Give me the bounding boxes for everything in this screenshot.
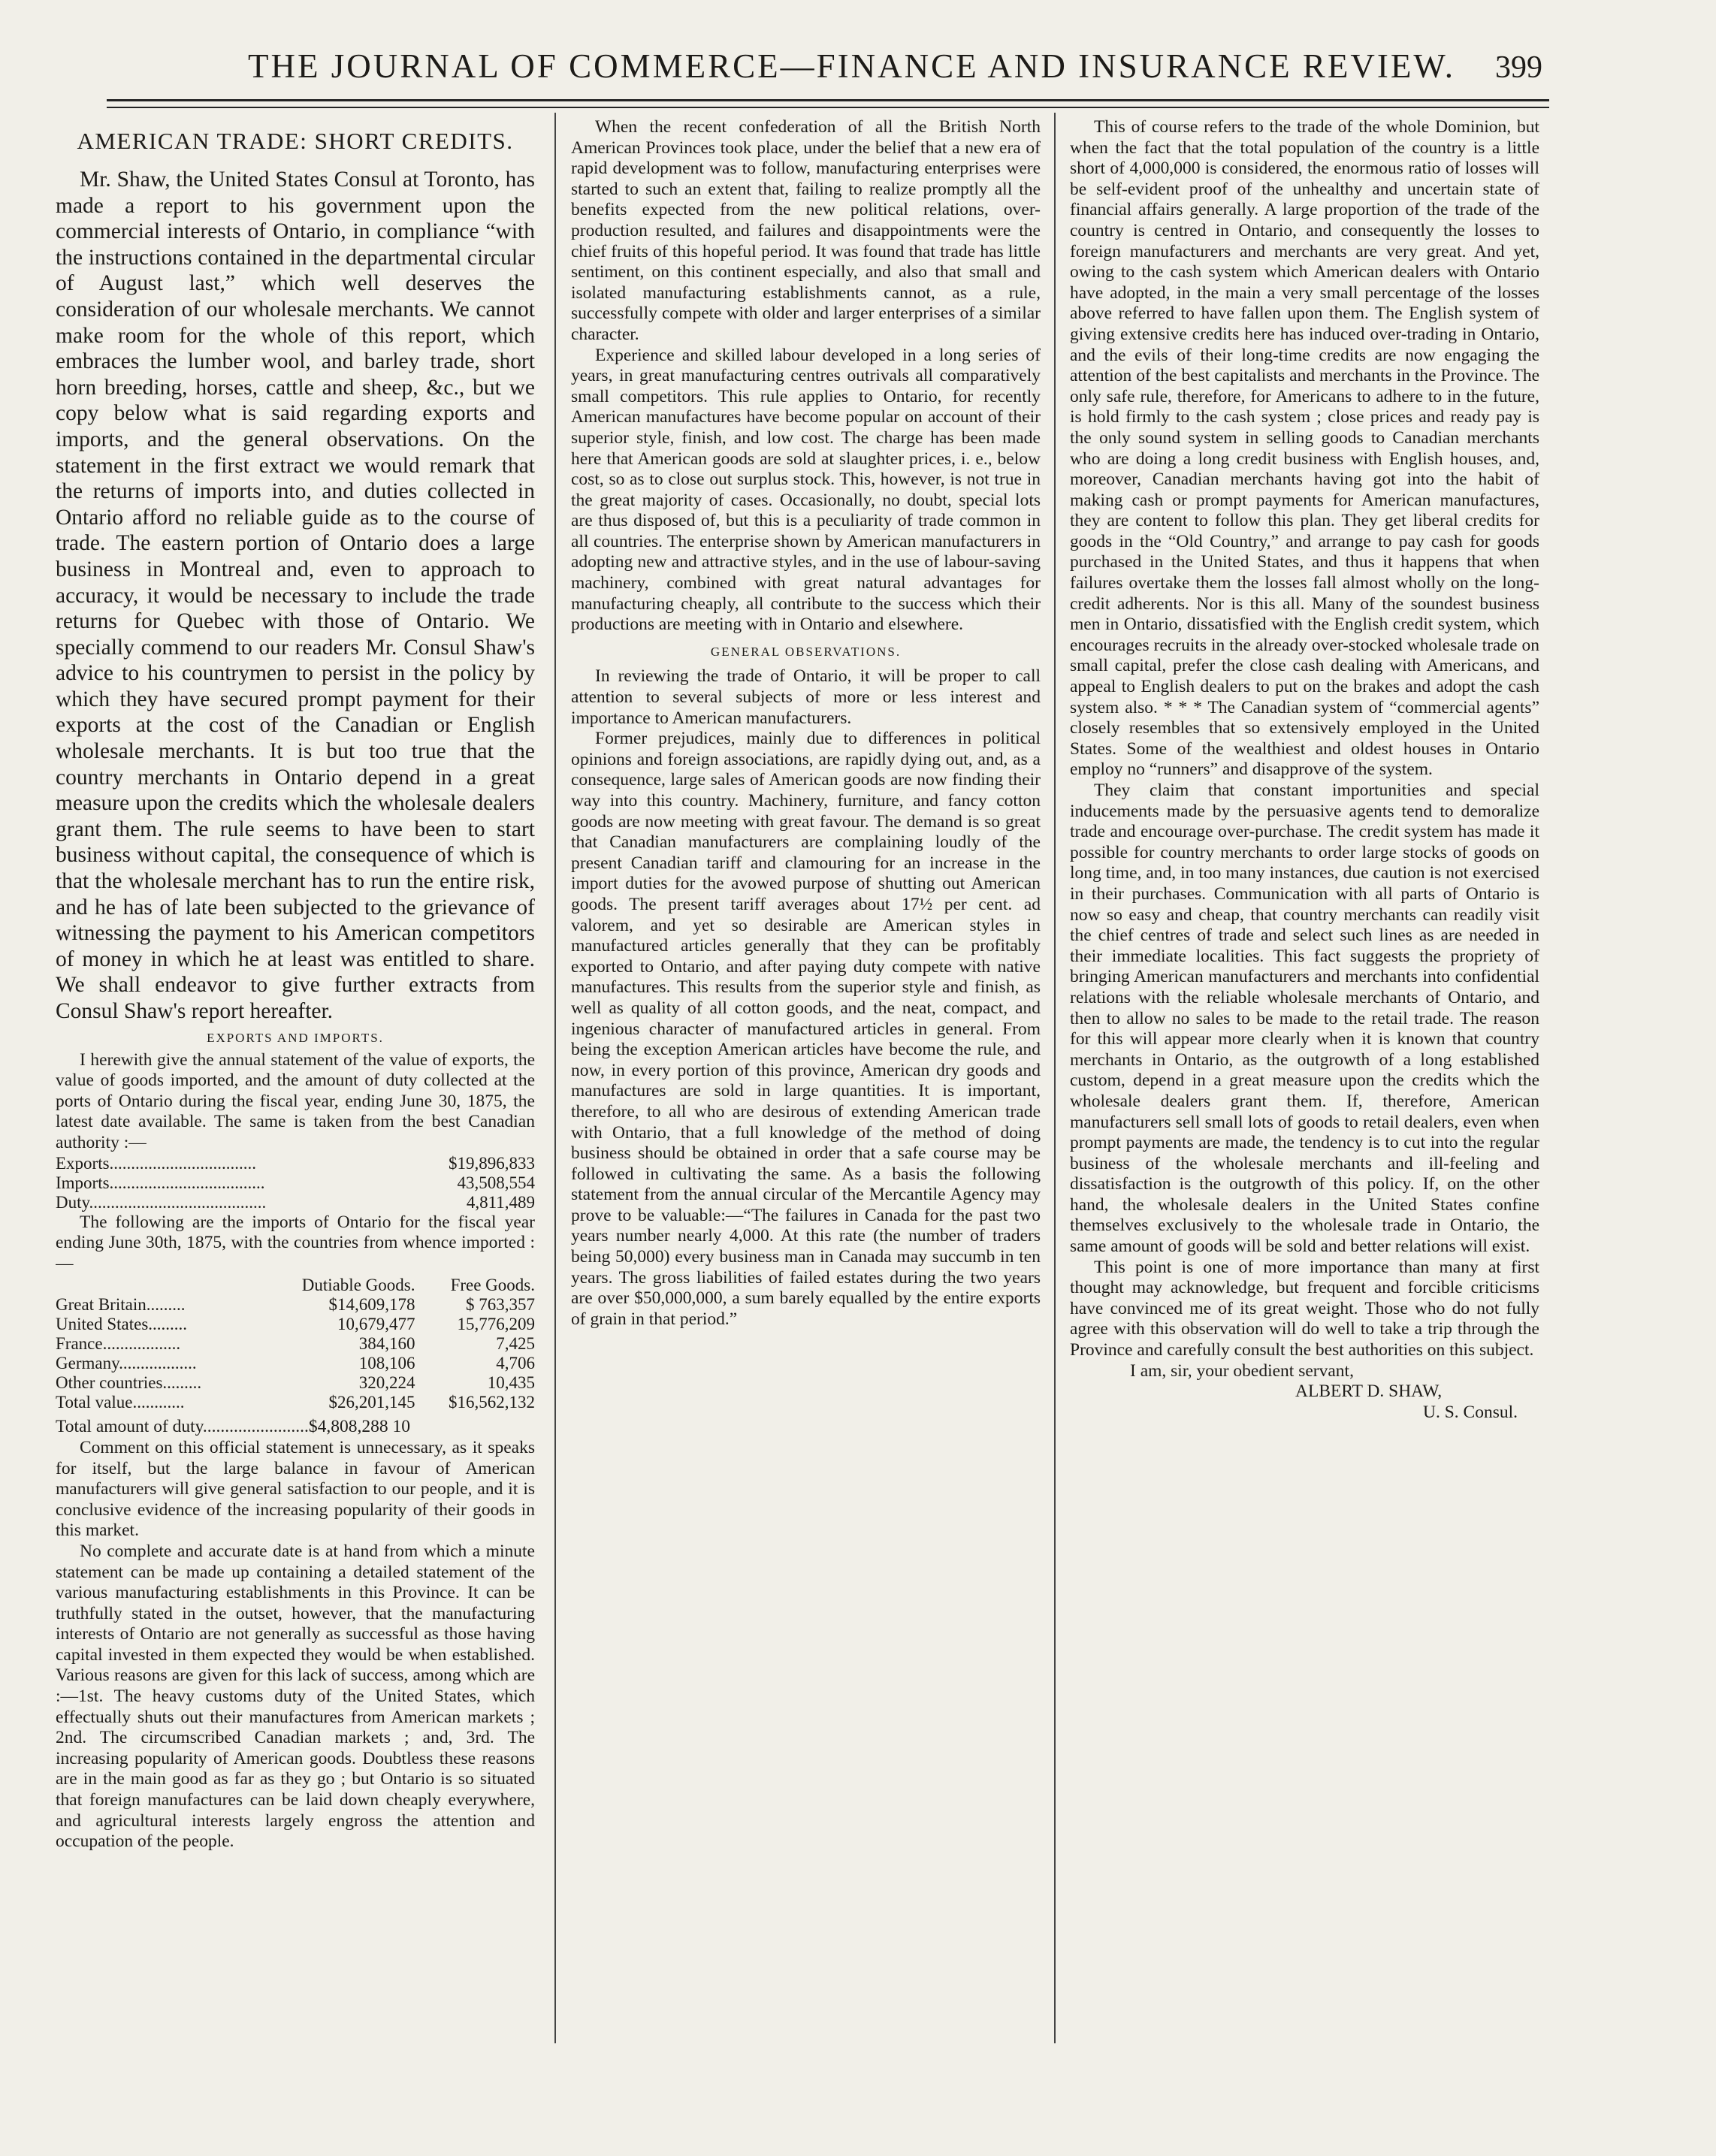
signature-name: ALBERT D. SHAW,: [1295, 1381, 1443, 1402]
imports-intro: The following are the imports of Ontario for the fiscal year ending June 30th, 1875, with the countries from whence imported :—: [56, 1212, 535, 1273]
article-title: AMERICAN TRADE: SHORT CREDITS.: [77, 128, 514, 154]
page-number: 399: [1495, 50, 1542, 85]
no-complete-paragraph: No complete and accurate date is at hand from which a minute statement can be made up containing a detailed statement of the various manufacturing establishments in this Province. It can be truthfully stated in the outset, however, that the manufacturing interests of Ontario are not generally as successful as those having capital invested in them expected they would be when established. Various reasons are given for this lack of success, among which are :—1st. The heavy customs duty of the United States, which effectually shuts out their manufactures from American markets ; 2nd. The circumscribed Canadian markets ; and, 3rd. The increasing popularity of American goods. Doubtless these reasons are in the main good as far as they go ; but Ontario is so situated that foreign manufactures can be laid down cheaply everywhere, and agricultural interests largely engross the attention and occupation of the people.: [56, 1541, 535, 1852]
intro-paragraph: Mr. Shaw, the United States Consul at Toronto, has made a report to his government upon the commercial interests of Ontario, in compliance “with the instructions contained in the departmental circular of August last,” which well deserves the consideration of our wholesale merchants. We cannot make room for the whole of this report, which embraces the lumber wool, and barley trade, short horn breeding, horses, cattle and sheep, &c., but we copy below what is said regarding exports and imports, and the general observations. On the statement in the first extract we would remark that the returns of imports into, and duties collected in Ontario afford no reliable guide as to the course of trade. The eastern portion of Ontario does a large business in Montreal and, even to approach to accuracy, it would be necessary to include the trade returns for Quebec with those of Ontario. We specially commend to our readers Mr. Consul Shaw's advice to his countrymen to persist in the policy by which they have secured prompt payment for their exports at the cost of the Canadian or English wholesale merchants. It is but too true that the country merchants in Ontario depend in a great measure upon the credits which the wholesale dealers grant them. The rule seems to have been to start business without capital, the consequence of which is that the wholesale merchant has to run the entire risk, and he has of late been subjected to the grievance of witnessing the payment to his American competitors of money in which he at least was entitled to share. We shall endeavor to give further extracts from Consul Shaw's report hereafter.: [56, 168, 535, 1023]
they-claim-paragraph: They claim that constant importunities and special inducements made by the persuasive agents tend to demoralize trade and encourage over-purchase. The credit system has made it possible for country merchants to order large stocks of goods on long time, and, in too many instances, due caution is not exercised in their purchases. Communication with all parts of Ontario is now so easy and cheap, that country merchants can readily visit the chief centres of trade and select such lines as are needed in their immediate localities. This fact suggests the propriety of bringing American manufacturers and merchants into confidential relations with the reliable wholesale merchants of Ontario, and then to allow no sales to be made to the retail trade. The reason for this will appear more clearly when it is known that country merchants in Ontario, as the outgrowth of a long established custom, depend in a great measure upon the credits which the wholesale dealers grant them. If, therefore, American manufacturers sell small lots of goods to retail dealers, even when prompt payments are made, the tendency is to cut into the regular business of the wholesale merchants and ill-feeling and dissatisfaction is the outgrowth of this policy. If, on the other hand, the wholesale dealers in the United States confine themselves exclusively to the wholesale trade in Ontario, the same amount of goods will be sold and better relations will exist.: [1070, 781, 1539, 1257]
column-3: [1070, 117, 1539, 2063]
running-head: THE JOURNAL OF COMMERCE—FINANCE AND INSURANCE REVIEW.: [248, 47, 1455, 85]
table-row: United States......... 10,679,477 15,776,209: [56, 1315, 535, 1334]
table-total-row: Total value............ $26,201,145 $16,562,132: [56, 1393, 535, 1412]
column-divider: [1054, 113, 1056, 2043]
experience-paragraph: Experience and skilled labour developed in a long series of years, in great manufacturing centres outrivals all comparatively small competitors. This rule applies to Ontario, for recently American manufactures have become popular on account of their superior style, finish, and low cost. The charge has been made here that American goods are sold at slaughter prices, i. e., below cost, so as to close out surplus stock. This, however, is not true in the great majority of cases. Occasionally, no doubt, special lots are thus disposed of, but this is a peculiarity of trade common in all countries. The enterprise shown by American manufacturers in adopting new and attractive styles, and in the use of labour-saving machinery, combined with great natural advantages for manufacturing cheaply, all contribute to the success which their productions are meeting with in Ontario and elsewhere.: [571, 345, 1041, 635]
header-rule: [107, 99, 1549, 101]
exports-heading: EXPORTS AND IMPORTS.: [207, 1030, 384, 1045]
comment-paragraph: Comment on this official statement is unnecessary, as it speaks for itself, but the large balance in favour of American manufacturers will give general satisfaction to our people, and it is conclusive evidence of the increasing popularity of their goods in this market.: [56, 1437, 535, 1541]
summary-row: Imports.................................... 43,508,554: [56, 1173, 535, 1192]
table-row: France.................. 384,160 7,425: [56, 1334, 535, 1354]
column-divider: [554, 113, 556, 2043]
summary-row: Exports.................................. $19,896,833: [56, 1153, 535, 1173]
total-duty: Total amount of duty........................$4,808,288 10: [56, 1417, 411, 1437]
general-observations-heading: GENERAL OBSERVATIONS.: [710, 644, 902, 659]
column-2: [571, 117, 1041, 2063]
header-rule-thin: [107, 107, 1549, 108]
this-point-paragraph: This point is one of more importance than many at first thought may acknowledge, but frequent and forcible criticisms have convinced me of its great weight. Those who do not fully agree with this observation will do well to take a trip through the Province and carefully consult the best authorities on this subject.: [1070, 1257, 1539, 1360]
former-prejudices-paragraph: Former prejudices, mainly due to differences in political opinions and foreign associations, are rapidly dying out, and, as a consequence, large sales of American goods are now finding their way into this country. Machinery, furniture, and fancy cotton goods are now meeting with great favour. The demand is so great that Canadian manufacturers are complaining loudly of the present Canadian tariff and clamouring for an increase in the import duties for the avowed purpose of shutting out American goods. The present tariff averages about 17½ per cent. ad valorem, and yet so desirable are American styles in manufactured articles generally that they can be profitably exported to Ontario, and after paying duty compete with native manufactures. This results from the superior style and finish, as well as quality of all cotton goods, and the neat, compact, and ingenious character of manufactured articles in general. From being the exception American articles have become the rule, and now, in every portion of this province, American dry goods and manufactures are sold in large quantities. It is important, therefore, to all who are desirous of extending American trade with Ontario, that a full knowledge of the method of doing business should be obtained in order that a safe course may be followed in cultivating the same. As a basis the following statement from the annual circular of the Mercantile Agency may prove to be valuable:—“The failures in Canada for the past two years number nearly 4,000. At this rate (the number of traders being 50,000) every business man in Canada may succumb in ten years. The gross liabilities of failed estates during the two years are over $50,000,000, a sum barely equalled by the entire exports of grain in that period.”: [571, 729, 1041, 1329]
table-row: Germany.................. 108,106 4,706: [56, 1354, 535, 1373]
table-row: Other countries......... 320,224 10,435: [56, 1373, 535, 1393]
column-1: [56, 117, 535, 2063]
exports-intro: I herewith give the annual statement of the value of exports, the value of goods imported, and the amount of duty collected at the ports of Ontario during the fiscal year, ending June 30, 1875, the latest date available. The same is taken from the best Canadian authority :—: [56, 1049, 535, 1152]
signature-block: [1070, 1361, 1539, 1424]
table-row: Great Britain......... $14,609,178 $ 763,357: [56, 1295, 535, 1315]
reviewing-paragraph: In reviewing the trade of Ontario, it will be proper to call attention to several subjects of more or less interest and importance to American manufacturers.: [571, 666, 1041, 728]
signature-greeting: I am, sir, your obedient servant,: [1130, 1360, 1354, 1381]
this-of-course-paragraph: This of course refers to the trade of the whole Dominion, but when the fact that the total population of the country is a little short of 4,000,000 is considered, the enormous ratio of losses will be self-evident proof of the unhealthy and uncertain state of financial affairs generally. A large proportion of the trade of the country is centred in Ontario, and consequently the losses to foreign manufacturers and merchants are very great. And yet, owing to the cash system which American dealers with Ontario have adopted, in the main a very small percentage of the losses above referred to have fallen upon them. The English system of giving extensive credits here has induced over-trading in Ontario, and the evils of their long-time credits are now engaging the attention of the best capitalists and merchants in the Province. The only safe rule, therefore, for Americans to adhere to in the future, is hold firmly to the cash system ; close prices and ready pay is the only sound system in selling goods to Canadian merchants who are doing a long credit business with English houses, and, moreover, Canadian merchants having got into the habit of making cash or prompt payments for American manufactures, they are content to follow this plan. They get liberal credits for goods in the “Old Country,” and arrange to pay cash for goods purchased in the United States, and thus it happens that when failures overtake them the losses fall almost wholly on the long-credit adherents. Nor is this all. Many of the soundest business men in Ontario, dissatisfied with the English credit system, which encourages recruits in the already over-stocked wholesale trade on small capital, prefer the close cash dealing with Americans, and appeal to English dealers to put on the brakes and adopt the cash system also. * * * The Canadian system of “commercial agents” closely resembles that so extensively employed in the United States. Some of the wealthiest and oldest houses in Ontario employ no “runners” and disapprove of the system.: [1070, 117, 1539, 780]
summary-row: Duty......................................... 4,811,489: [56, 1192, 535, 1212]
signature-title: U. S. Consul.: [1423, 1402, 1518, 1422]
imports-table: [56, 1276, 535, 1412]
confederation-paragraph: When the recent confederation of all the British North American Provinces took place, under the belief that a new era of rapid development was to follow, manufacturing enterprises were started to such an extent that, failing to realize promptly all the benefits expected from the new political relations, over-production resulted, and failures and disappointments were the chief fruits of this hopeful period. It was found that trade has little sentiment, on this continent especially, and also that small and isolated manufacturing establishments cannot, as a rule, successfully compete with older and larger enterprises of a similar character.: [571, 117, 1041, 344]
table-header-row: Dutiable Goods. Free Goods.: [301, 1276, 535, 1295]
